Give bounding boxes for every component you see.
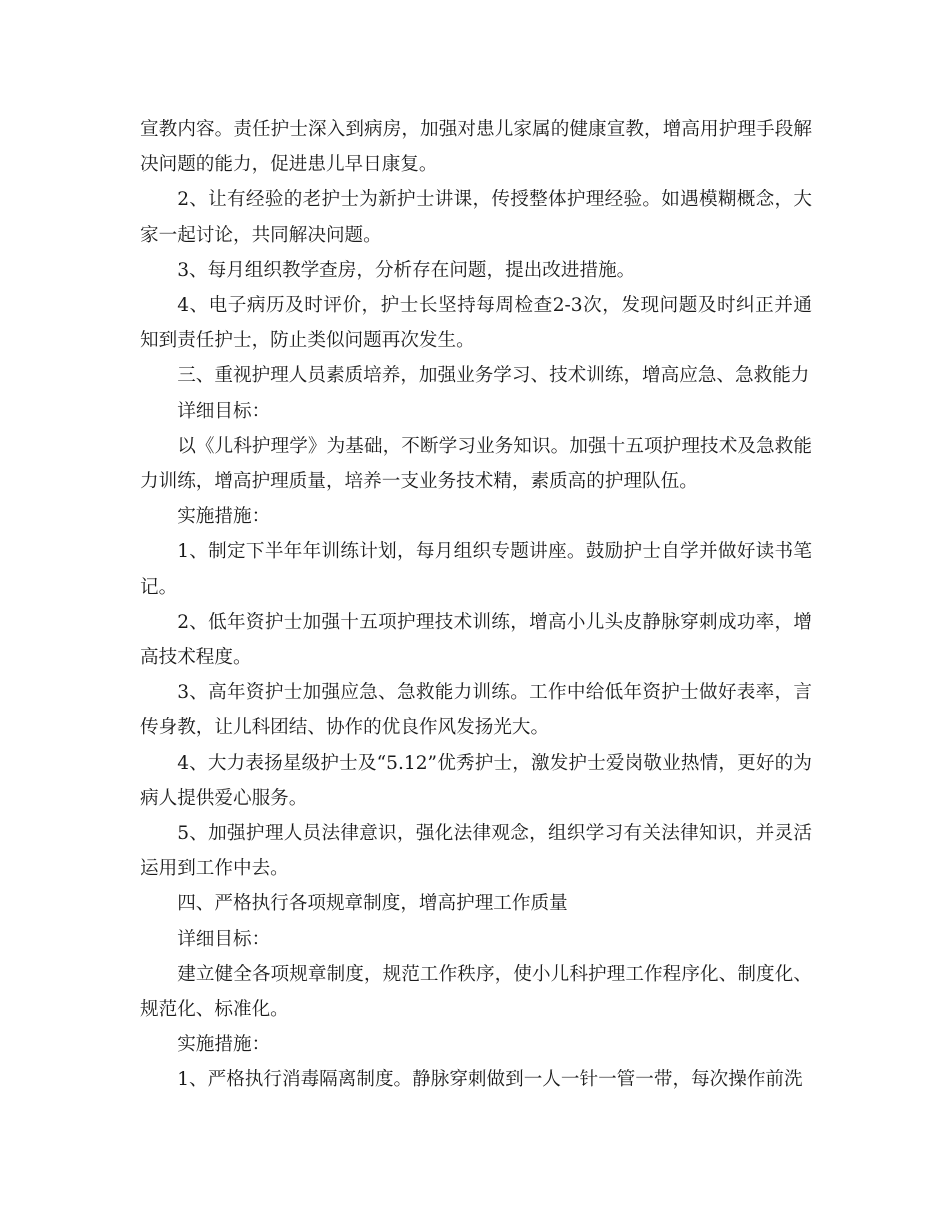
subheading: 实施措施：	[177, 506, 271, 528]
paragraph: 3、高年资护士加强应急、急救能力训练。工作中给低年资护士做好表率，言传身教，让儿科团结、协作的优良作风发扬光大。	[140, 682, 812, 739]
subheading: 实施措施：	[177, 1034, 271, 1056]
paragraph: 4、大力表扬星级护士及“5.12”优秀护士，激发护士爱岗敬业热情，更好的为病人提供爱心服务。	[140, 752, 812, 809]
subheading: 详细目标：	[177, 928, 271, 950]
paragraph: 以《儿科护理学》为基础，不断学习业务知识。加强十五项护理技术及急救能力训练，增高护理质量，培养一支业务技术精，素质高的护理队伍。	[140, 435, 812, 493]
subheading: 详细目标：	[177, 400, 271, 422]
paragraph: 宣教内容。责任护士深入到病房，加强对患儿家属的健康宣教，增高用护理手段解决问题的能力，促进患儿早日康复。	[140, 119, 812, 176]
paragraph: 1、制定下半年年训练计划，每月组织专题讲座。鼓励护士自学并做好读书笔记。	[140, 541, 812, 598]
section-heading: 三、重视护理人员素质培养，加强业务学习、技术训练，增高应急、急救能力	[177, 365, 810, 387]
paragraph: 2、低年资护士加强十五项护理技术训练，增高小儿头皮静脉穿刺成功率，增高技术程度。	[140, 611, 812, 669]
paragraph: 建立健全各项规章制度，规范工作秩序，使小儿科护理工作程序化、制度化、规范化、标准化。	[140, 963, 812, 1021]
paragraph: 3、每月组织教学查房，分析存在问题，提出改进措施。	[177, 259, 636, 281]
paragraph: 4、电子病历及时评价，护士长坚持每周检查2-3次，发现问题及时纠正并通知到责任护士，防止类似问题再次发生。	[140, 295, 812, 352]
paragraph: 1、严格执行消毒隔离制度。静脉穿刺做到一人一针一管一带，每次操作前洗	[177, 1069, 803, 1091]
document-body	[140, 112, 812, 1098]
section-heading: 四、严格执行各项规章制度，增高护理工作质量	[177, 893, 568, 915]
paragraph: 5、加强护理人员法律意识，强化法律观念，组织学习有关法律知识，并灵活运用到工作中去。	[140, 823, 812, 880]
paragraph: 2、让有经验的老护士为新护士讲课，传授整体护理经验。如遇模糊概念，大家一起讨论，共同解决问题。	[140, 189, 812, 246]
